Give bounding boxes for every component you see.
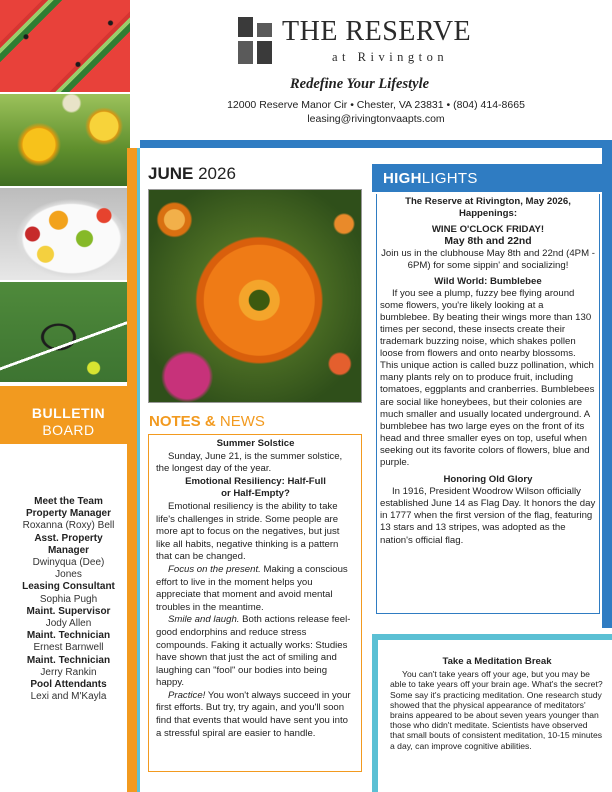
notes-news-title [149, 413, 265, 430]
team-role: Maint. Technician [26, 630, 111, 642]
bumblebee-heading: Wild World: Bumblebee [434, 275, 542, 287]
brand-subtitle: at Rivington [332, 50, 449, 64]
blue-side-bar [602, 148, 612, 628]
tennis-photo [0, 282, 130, 382]
notes-content [156, 438, 355, 740]
team-member: Sophia Pugh [39, 593, 98, 605]
notes-title-light: NEWS [215, 413, 265, 430]
solstice-text: Sunday, June 21, is the summer solstice, the longest day of the year. [156, 450, 343, 475]
cyan-side-bar [137, 148, 140, 792]
tip-lead: Focus on the present. [168, 563, 261, 575]
highlights-title-bold: HIGH [383, 170, 422, 187]
bulletin-title: BULLETIN [31, 405, 106, 421]
resiliency-heading: Emotional Resiliency: Half-Full or Half-Empty? [185, 475, 326, 500]
team-heading: Meet the Team [34, 496, 103, 507]
photo-frame [148, 189, 362, 403]
tip-lead: Practice! [168, 689, 206, 701]
fruit-bowl-photo [0, 188, 130, 280]
issue-date [148, 164, 236, 184]
brand-name: THE RESERVE [282, 16, 472, 47]
team-member: Roxanna (Roxy) Bell [22, 520, 115, 532]
team-list [0, 496, 137, 703]
team-member: Jerry Rankin [40, 666, 97, 678]
notes-title-bold: NOTES & [149, 413, 216, 430]
team-role: Maint. Supervisor [26, 605, 111, 617]
board-title: BOARD [42, 422, 95, 438]
wine-dates: May 8th and 22nd [444, 236, 532, 248]
highlights-content [380, 196, 596, 547]
resiliency-intro: Emotional resiliency is the ability to take life's challenges in stride. Some people are more apt to focus on the negatives, but just like all habits, negative thinking is a pattern that can be changed. [156, 500, 340, 563]
team-role: Asst. Property Manager [34, 532, 103, 556]
resiliency-tip [156, 614, 355, 690]
flag-heading: Honoring Old Glory [443, 474, 533, 486]
address-line: 12000 Reserve Manor Cir • Chester, VA 23831 • (804) 414-8665 [227, 99, 525, 111]
team-member: Jody Allen [45, 618, 92, 630]
team-member: Lexi and M'Kayla [30, 691, 107, 703]
bumblebee-text: If you see a plump, fuzzy bee flying around some flowers, you're likely looking at a bumblebee. By beating their wings more than 130 times per second, these insects create their trademark buzzing noise, which shakes pollen loose from flowers and onto nearby blossoms. This unique action is called buzz pollination, which many plants rely on to produce fruit, including tomatoes, eggplants and cranberries. Bumblebees are social like honeybees, but their colonies are much smaller and usually located underground. A bumblebee has two large eyes on the front of its head and three smaller eyes on top, useful when seeking out its favorite colors of flowers, blue and purple. [380, 287, 595, 468]
team-role: Maint. Technician [26, 654, 111, 666]
highlights-title [383, 170, 478, 187]
happenings-heading: The Reserve at Rivington, May 2026, Happenings: [405, 196, 571, 220]
team-role: Pool Attendants [30, 679, 107, 691]
meditation-text: You can't take years off your age, but you may be able to take years off your brain age. What's the secret? Some say it's practicing meditation. One research study showed that the physical appearance of meditators' brains appeared to be about seven years younger than those who didn't meditate. Scientists have observed that small bouts of consistent meditation, 10-15 minutes a day, can improve cognitive abilities. [390, 669, 603, 751]
tagline: Redefine Your Lifestyle [290, 76, 430, 92]
issue-month: JUNE [148, 164, 194, 183]
orange-side-bar [127, 148, 137, 792]
watermelon-photo [0, 0, 130, 92]
meditation-heading: Take a Meditation Break [442, 656, 552, 667]
blue-header-rule [140, 140, 612, 148]
dandelion-photo [0, 94, 130, 186]
logo-icon [238, 17, 272, 64]
meditation-content [390, 657, 604, 751]
flag-text: In 1916, President Woodrow Wilson officially established June 14 as Flag Day. It honors the day in 1777 when the first version of the flag, featuring 13 stars and 13 stripes, was adopted as the nation's official flag. [380, 486, 596, 546]
highlights-title-light: LIGHTS [421, 170, 478, 187]
team-role: Property Manager [25, 508, 112, 520]
wine-text: Join us in the clubhouse May 8th and 22nd (4PM - 6PM) for some sippin' and socializing! [381, 248, 595, 272]
resiliency-tip [156, 690, 355, 740]
tip-text: Making a conscious effort to live in the moment helps you appreciate that moment and avoid mental troubles in the meantime. [156, 563, 348, 613]
team-member: Ernest Barnwell [33, 642, 104, 654]
team-role: Leasing Consultant [22, 581, 115, 593]
tip-lead: Smile and laugh. [168, 614, 240, 626]
issue-year: 2026 [198, 164, 236, 183]
tip-text: You won't always succeed in your first efforts. But try, try again, and you'll soon find that events that would have sent you into a stressful spiral are easier to handle. [156, 689, 351, 739]
team-member: Dwinyqua (Dee) Jones [32, 557, 105, 581]
wine-title: WINE O'CLOCK FRIDAY! [431, 224, 545, 236]
email-link[interactable]: leasing@rivingtonvaapts.com [307, 113, 445, 125]
solstice-heading: Summer Solstice [216, 438, 295, 449]
tip-text: Both actions release feel-good endorphins and reduce stress compounds. Faking it actually works: Studies have shown that just the act of smiling and laughing can "fool" our bodies into being happy. [156, 614, 351, 689]
resiliency-tip [156, 564, 355, 614]
